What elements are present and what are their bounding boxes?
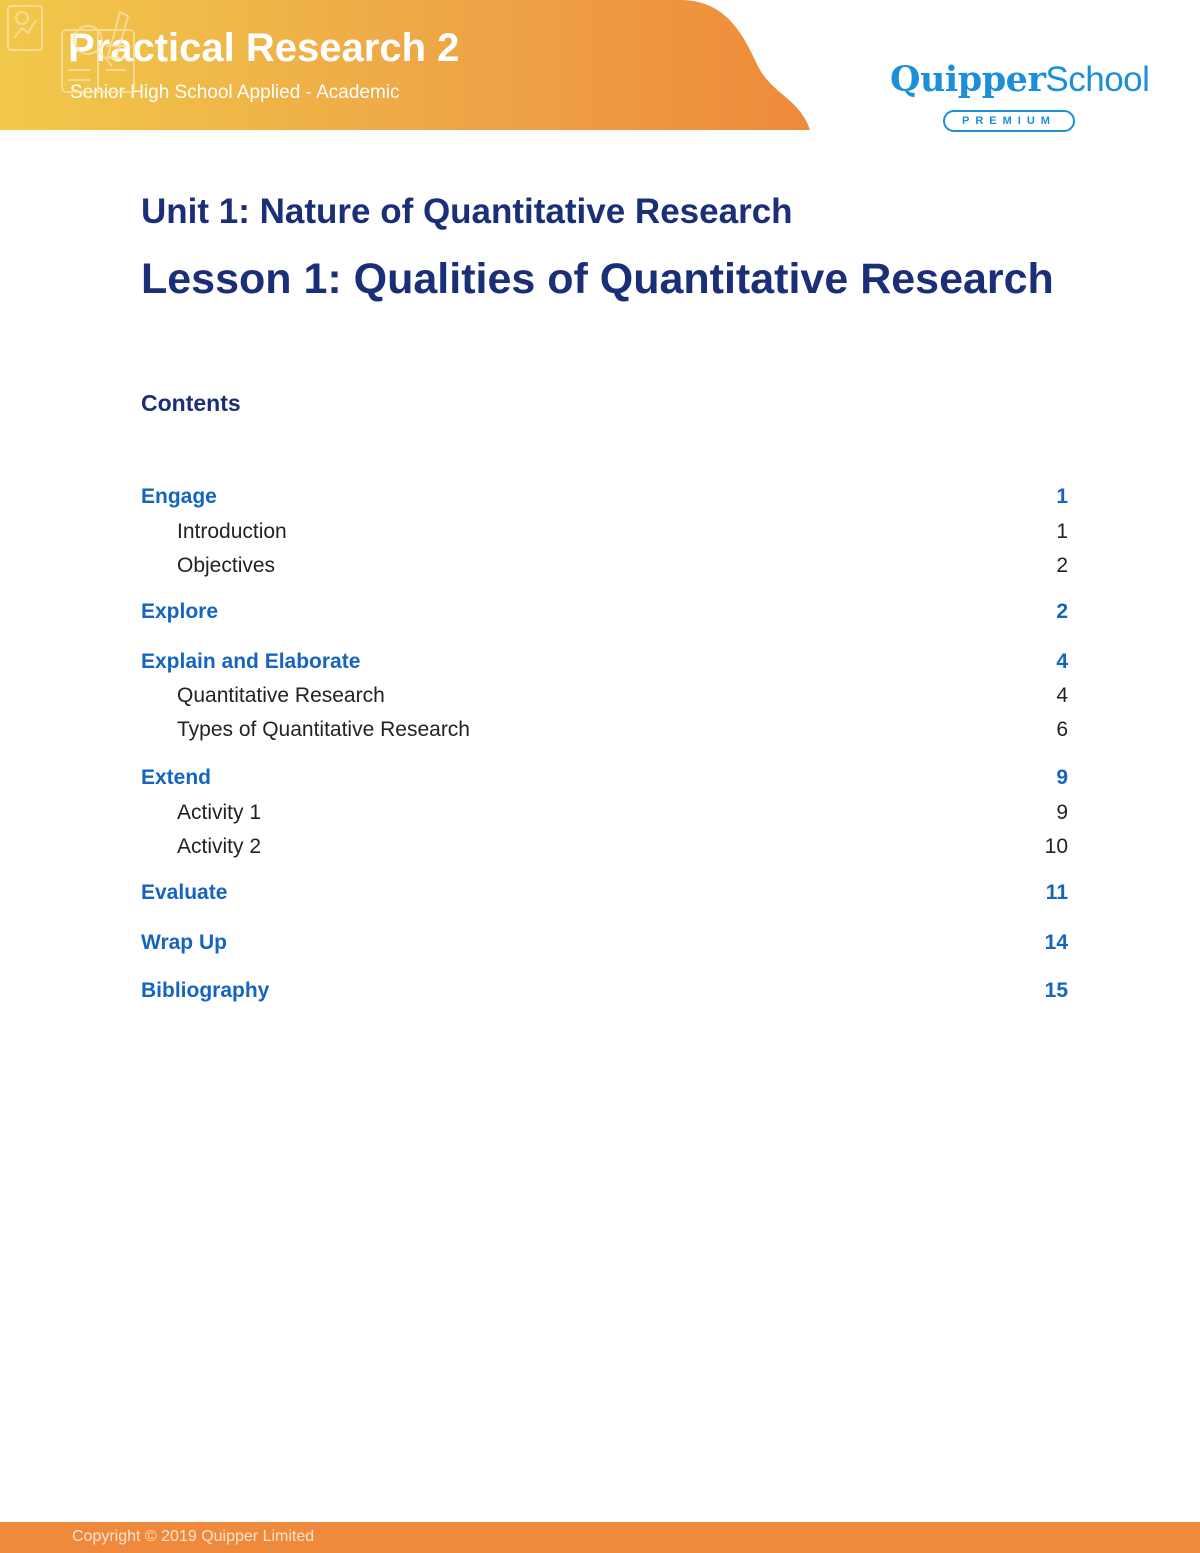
toc-page-number: 10 <box>1044 835 1068 858</box>
toc-entry-objectives[interactable] <box>141 551 1068 581</box>
logo-brand-school: School <box>1045 60 1150 99</box>
toc-page-number: 6 <box>1056 718 1068 741</box>
toc-entry-activity-2[interactable] <box>141 832 1068 862</box>
toc-label: Extend <box>141 766 212 789</box>
toc-entry-activity-1[interactable] <box>141 798 1068 828</box>
toc-entry-introduction[interactable] <box>141 517 1068 547</box>
toc-label: Explain and Elaborate <box>141 650 361 673</box>
toc-entry-explain-and-elaborate[interactable] <box>141 647 1068 677</box>
toc-label: Types of Quantitative Research <box>177 718 470 741</box>
quipper-school-logo <box>890 58 1150 138</box>
toc-label: Activity 1 <box>177 801 262 824</box>
logo-brand-quipper: Quipper <box>890 59 1046 100</box>
toc-page-number: 1 <box>1056 520 1068 543</box>
copyright-text: Copyright © 2019 Quipper Limited <box>72 1528 315 1545</box>
toc-page-number: 2 <box>1056 600 1068 623</box>
course-subtitle: Senior High School Applied - Academic <box>70 82 400 103</box>
toc-label: Engage <box>141 485 217 508</box>
toc-page-number: 1 <box>1056 485 1068 508</box>
toc-page-number: 11 <box>1045 881 1068 904</box>
course-title: Practical Research 2 <box>68 26 460 70</box>
toc-entry-explore[interactable] <box>141 597 1068 627</box>
toc-entry-evaluate[interactable] <box>141 878 1068 908</box>
research-illustration-icon <box>0 0 150 100</box>
toc-label: Quantitative Research <box>177 684 385 707</box>
toc-entry-types-of-quantitative-research[interactable] <box>141 715 1068 745</box>
unit-title: Unit 1: Nature of Quantitative Research <box>141 192 793 231</box>
toc-label: Evaluate <box>141 881 228 904</box>
toc-entry-wrap-up[interactable] <box>141 928 1068 958</box>
toc-page-number: 2 <box>1056 554 1068 577</box>
toc-label: Introduction <box>177 520 287 543</box>
premium-badge: PREMIUM <box>943 110 1075 132</box>
footer-bar <box>0 1522 1200 1553</box>
toc-entry-extend[interactable] <box>141 763 1068 793</box>
toc-entry-bibliography[interactable] <box>141 976 1068 1006</box>
lesson-title: Lesson 1: Qualities of Quantitative Research <box>141 255 1054 303</box>
toc-label: Activity 2 <box>177 835 262 858</box>
toc-page-number: 14 <box>1044 931 1068 954</box>
toc-label: Wrap Up <box>141 931 227 954</box>
toc-page-number: 4 <box>1056 650 1068 673</box>
toc-page-number: 9 <box>1056 801 1068 824</box>
toc-label: Explore <box>141 600 219 623</box>
toc-label: Objectives <box>177 554 276 577</box>
toc-page-number: 15 <box>1044 979 1068 1002</box>
toc-page-number: 9 <box>1056 766 1068 789</box>
toc-entry-engage[interactable] <box>141 482 1068 512</box>
contents-heading: Contents <box>141 390 241 416</box>
header-banner <box>0 0 820 130</box>
toc-entry-quantitative-research[interactable] <box>141 681 1068 711</box>
toc-page-number: 4 <box>1056 684 1068 707</box>
toc-label: Bibliography <box>141 979 270 1002</box>
